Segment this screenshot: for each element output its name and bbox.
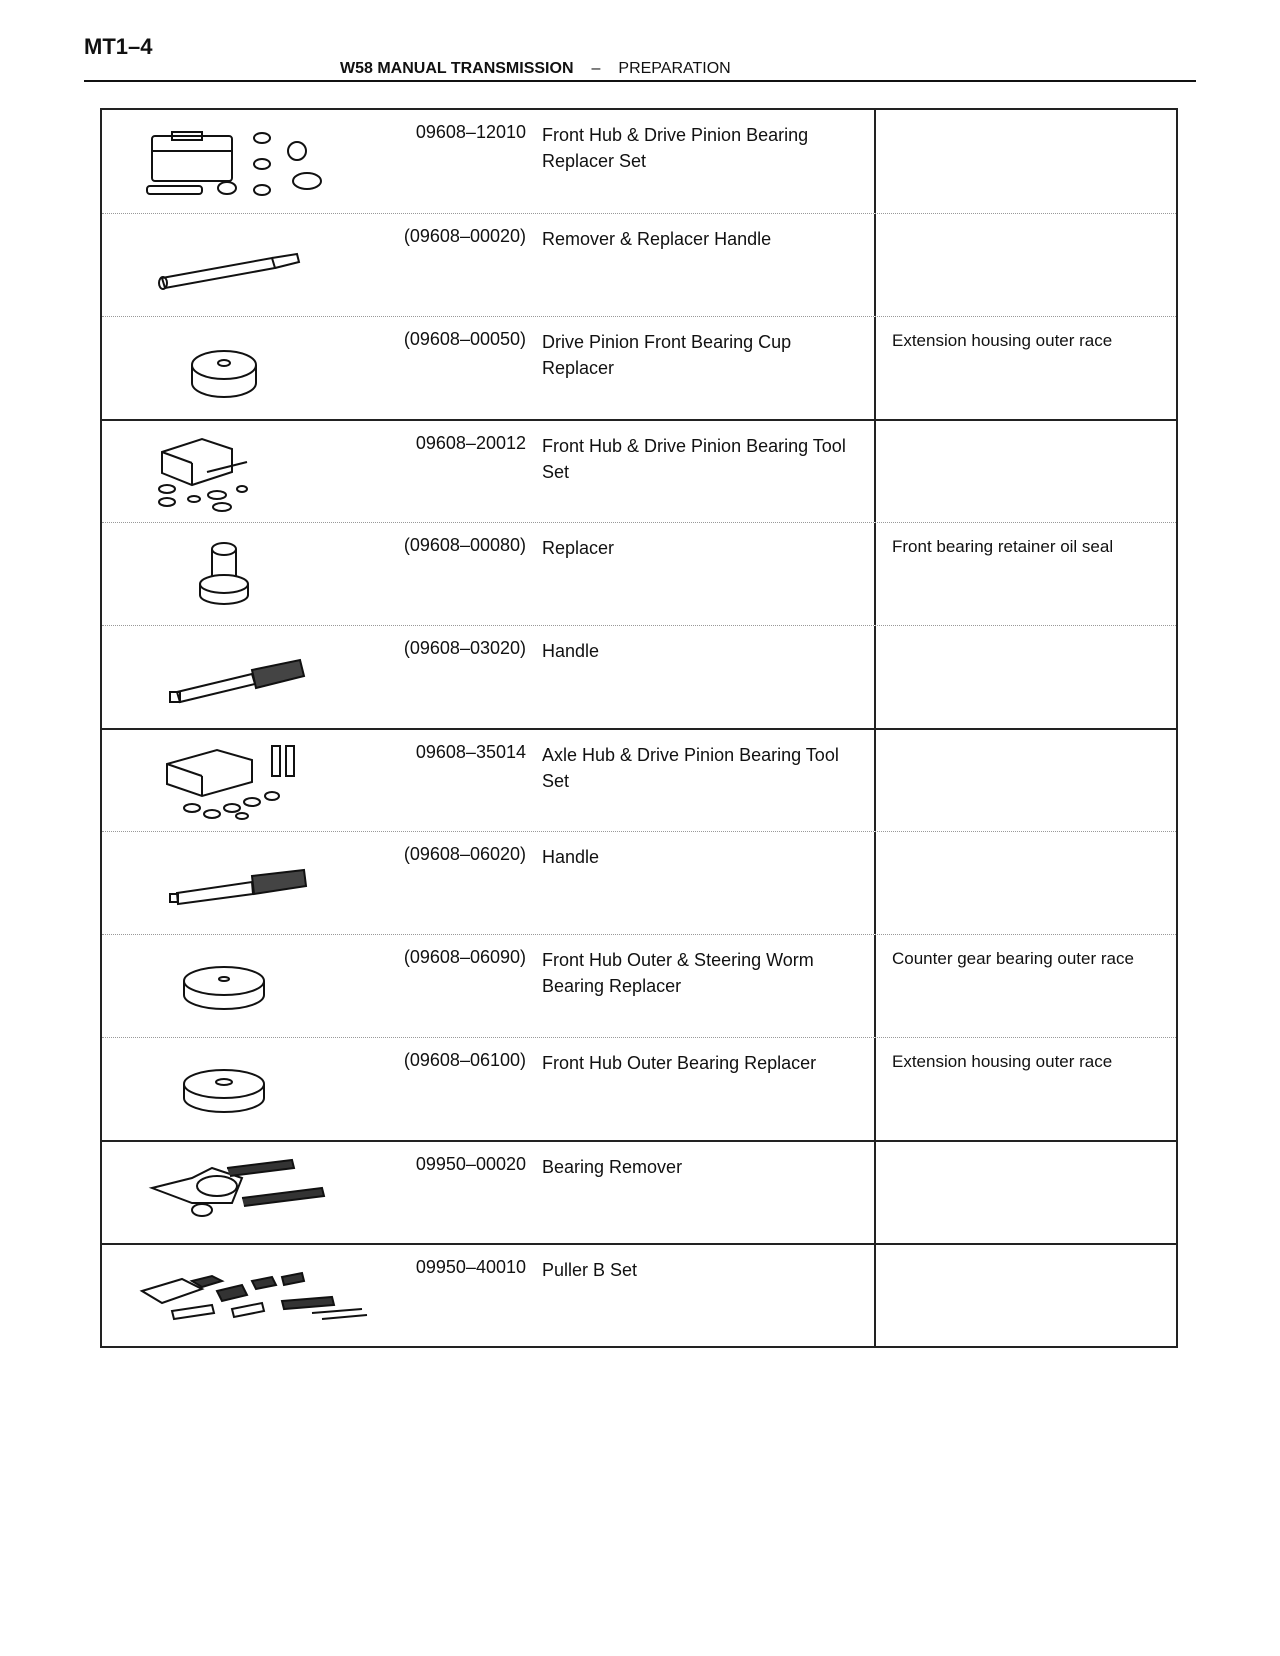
column-divider [874, 1038, 876, 1140]
tool-case-set-icon [132, 736, 372, 826]
part-number: 09950–00020 [415, 1154, 526, 1174]
table-row [102, 934, 1176, 1037]
handle-icon [132, 838, 372, 928]
part-number: 09950–40010 [415, 1257, 526, 1277]
replacer-disc-icon [132, 941, 372, 1031]
column-divider [874, 626, 876, 728]
part-number: 09608–35014 [415, 742, 526, 762]
bearing-remover-icon [132, 1148, 372, 1238]
part-name: Remover & Replacer Handle [542, 229, 772, 249]
table-row [102, 110, 1176, 213]
table-row [102, 831, 1176, 934]
column-divider [874, 1245, 876, 1346]
part-number: (09608–03020) [403, 638, 526, 658]
part-use: Front bearing retainer oil seal [892, 537, 1114, 556]
part-number: (09608–00080) [403, 535, 526, 555]
table-row [102, 522, 1176, 625]
column-divider [874, 214, 876, 316]
column-divider [874, 317, 876, 419]
column-divider [874, 935, 876, 1037]
part-name: Drive Pinion Front Bearing Cup Replacer [542, 332, 792, 378]
handle-icon [132, 632, 372, 722]
column-divider [874, 421, 876, 522]
page-code: MT1–4 [84, 34, 153, 59]
part-use: Extension housing outer race [892, 1052, 1113, 1071]
part-name: Handle [542, 847, 600, 867]
table-row [102, 1243, 1176, 1346]
part-name: Front Hub & Drive Pinion Bearing Tool Set [542, 436, 846, 482]
running-header [340, 60, 731, 78]
puller-set-icon [132, 1251, 372, 1341]
part-number: 09608–20012 [415, 433, 526, 453]
column-divider [874, 523, 876, 625]
part-name: Puller B Set [542, 1260, 638, 1280]
table-row [102, 728, 1176, 831]
part-number: (09608–00050) [403, 329, 526, 349]
section-title: W58 MANUAL TRANSMISSION [340, 60, 574, 77]
part-number: (09608–00020) [403, 226, 526, 246]
table-row [102, 1140, 1176, 1243]
part-use: Extension housing outer race [892, 331, 1113, 350]
replacer-cup-icon [132, 529, 372, 619]
column-divider [874, 730, 876, 831]
column-divider [874, 110, 876, 213]
table-row [102, 625, 1176, 728]
replacer-disc-icon [132, 323, 372, 413]
subsection-title: PREPARATION [618, 60, 731, 77]
sst-table [100, 108, 1178, 1348]
part-name: Handle [542, 641, 600, 661]
part-number: 09608–12010 [415, 122, 526, 142]
handle-icon [132, 220, 372, 310]
header-separator: – [591, 60, 601, 77]
table-row [102, 1037, 1176, 1140]
tool-case-set-icon [132, 427, 372, 517]
part-use: Counter gear bearing outer race [892, 949, 1134, 968]
part-name: Replacer [542, 538, 615, 558]
part-name: Front Hub Outer & Steering Worm Bearing Replacer [542, 950, 814, 996]
part-name: Axle Hub & Drive Pinion Bearing Tool Set [542, 745, 839, 791]
part-number: (09608–06090) [403, 947, 526, 967]
header-rule [84, 80, 1196, 82]
part-name: Front Hub Outer Bearing Replacer [542, 1053, 817, 1073]
table-row [102, 316, 1176, 419]
tool-case-set-icon [132, 116, 372, 206]
table-row [102, 213, 1176, 316]
part-number: (09608–06020) [403, 844, 526, 864]
part-name: Bearing Remover [542, 1157, 683, 1177]
part-number: (09608–06100) [403, 1050, 526, 1070]
column-divider [874, 1142, 876, 1243]
column-divider [874, 832, 876, 934]
part-name: Front Hub & Drive Pinion Bearing Replacer Set [542, 125, 809, 171]
replacer-disc-icon [132, 1044, 372, 1134]
table-row [102, 419, 1176, 522]
